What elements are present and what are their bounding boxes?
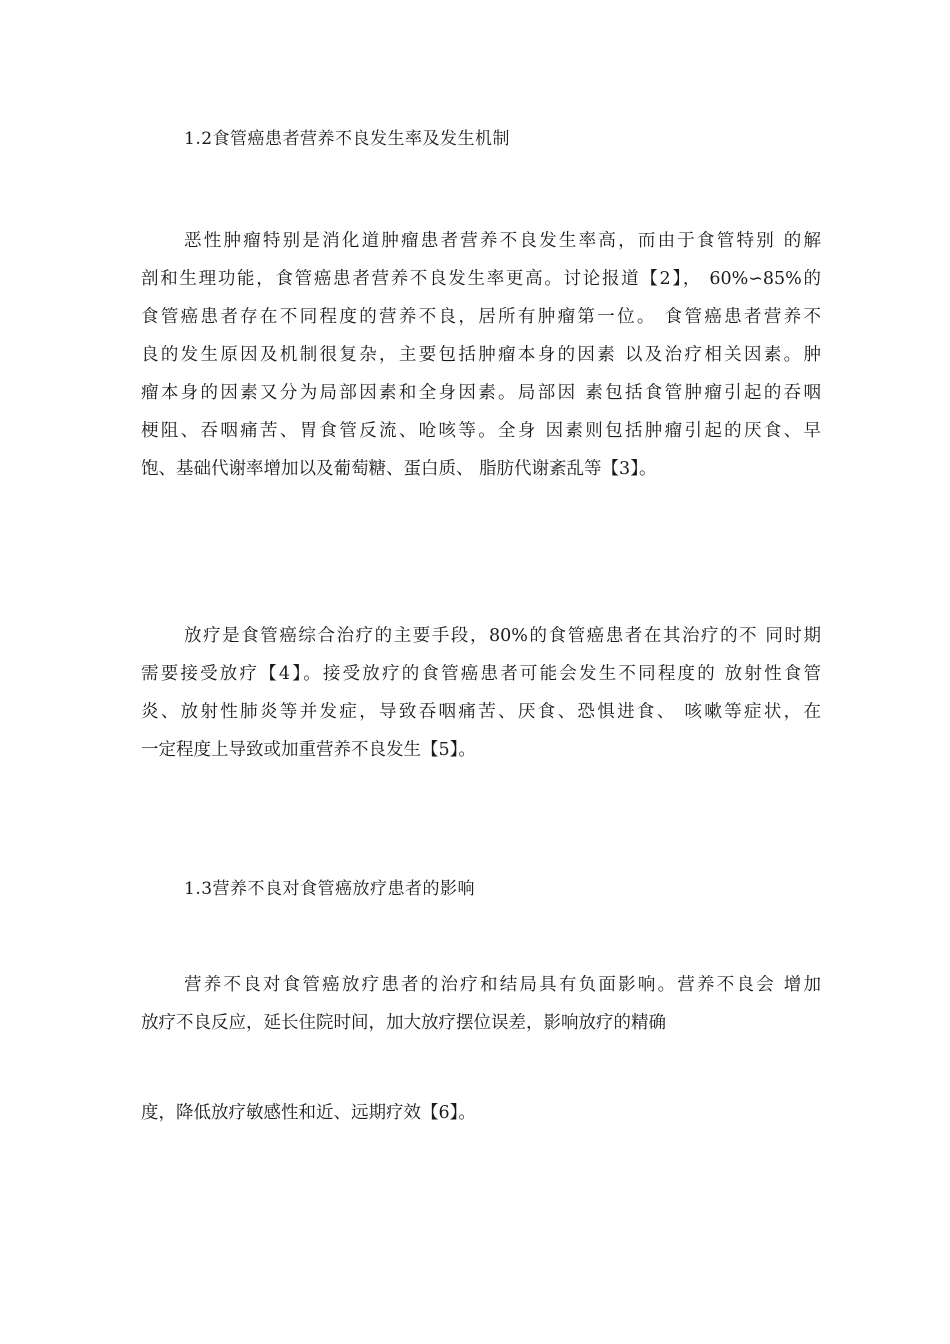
paragraph-malnutrition-impact-continued xyxy=(141,1094,821,1132)
paragraph-malnutrition-mechanism xyxy=(141,222,821,488)
paragraph-radiotherapy xyxy=(141,617,821,769)
text-line: 放疗不良反应，延长住院时间，加大放疗摆位误差，影响放疗的精确 xyxy=(141,1013,666,1033)
text-line: 一定程度上导致或加重营养不良发生【5】。 xyxy=(141,740,476,760)
text-line: 恶性肿瘤特别是消化道肿瘤患者营养不良发生率高，而由于食管特别 的解 xyxy=(184,231,821,251)
text-line: 剖和生理功能，食管癌患者营养不良发生率更高。讨论报道【2】， 60%∽85%的 xyxy=(141,269,821,289)
text-line: 需要接受放疗【4】。接受放疗的食管癌患者可能会发生不同程度的 放射性食管 xyxy=(141,664,821,684)
text-line: 度，降低放疗敏感性和近、远期疗效【6】。 xyxy=(141,1103,476,1123)
paragraph-malnutrition-impact xyxy=(141,966,821,1042)
text-line: 营养不良对食管癌放疗患者的治疗和结局具有负面影响。营养不良会 增加 xyxy=(184,975,821,995)
text-line: 瘤本身的因素又分为局部因素和全身因素。局部因 素包括食管肿瘤引起的吞咽 xyxy=(141,383,821,403)
section-heading-1-2: 1.2食管癌患者营养不良发生率及发生机制 xyxy=(184,129,511,149)
text-line: 炎、放射性肺炎等并发症，导致吞咽痛苦、厌食、恐惧进食、 咳嗽等症状，在 xyxy=(141,702,821,722)
text-line: 放疗是食管癌综合治疗的主要手段，80%的食管癌患者在其治疗的不 同时期 xyxy=(184,626,821,646)
text-line: 饱、基础代谢率增加以及葡萄糖、蛋白质、 脂肪代谢紊乱等【3】。 xyxy=(141,459,657,479)
text-line: 食管癌患者存在不同程度的营养不良，居所有肿瘤第一位。 食管癌患者营养不 xyxy=(141,307,821,327)
text-line: 梗阻、吞咽痛苦、胃食管反流、呛咳等。全身 因素则包括肿瘤引起的厌食、早 xyxy=(141,421,821,441)
section-heading-1-3: 1.3营养不良对食管癌放疗患者的影响 xyxy=(184,879,476,899)
text-line: 良的发生原因及机制很复杂，主要包括肿瘤本身的因素 以及治疗相关因素。肿 xyxy=(141,345,821,365)
